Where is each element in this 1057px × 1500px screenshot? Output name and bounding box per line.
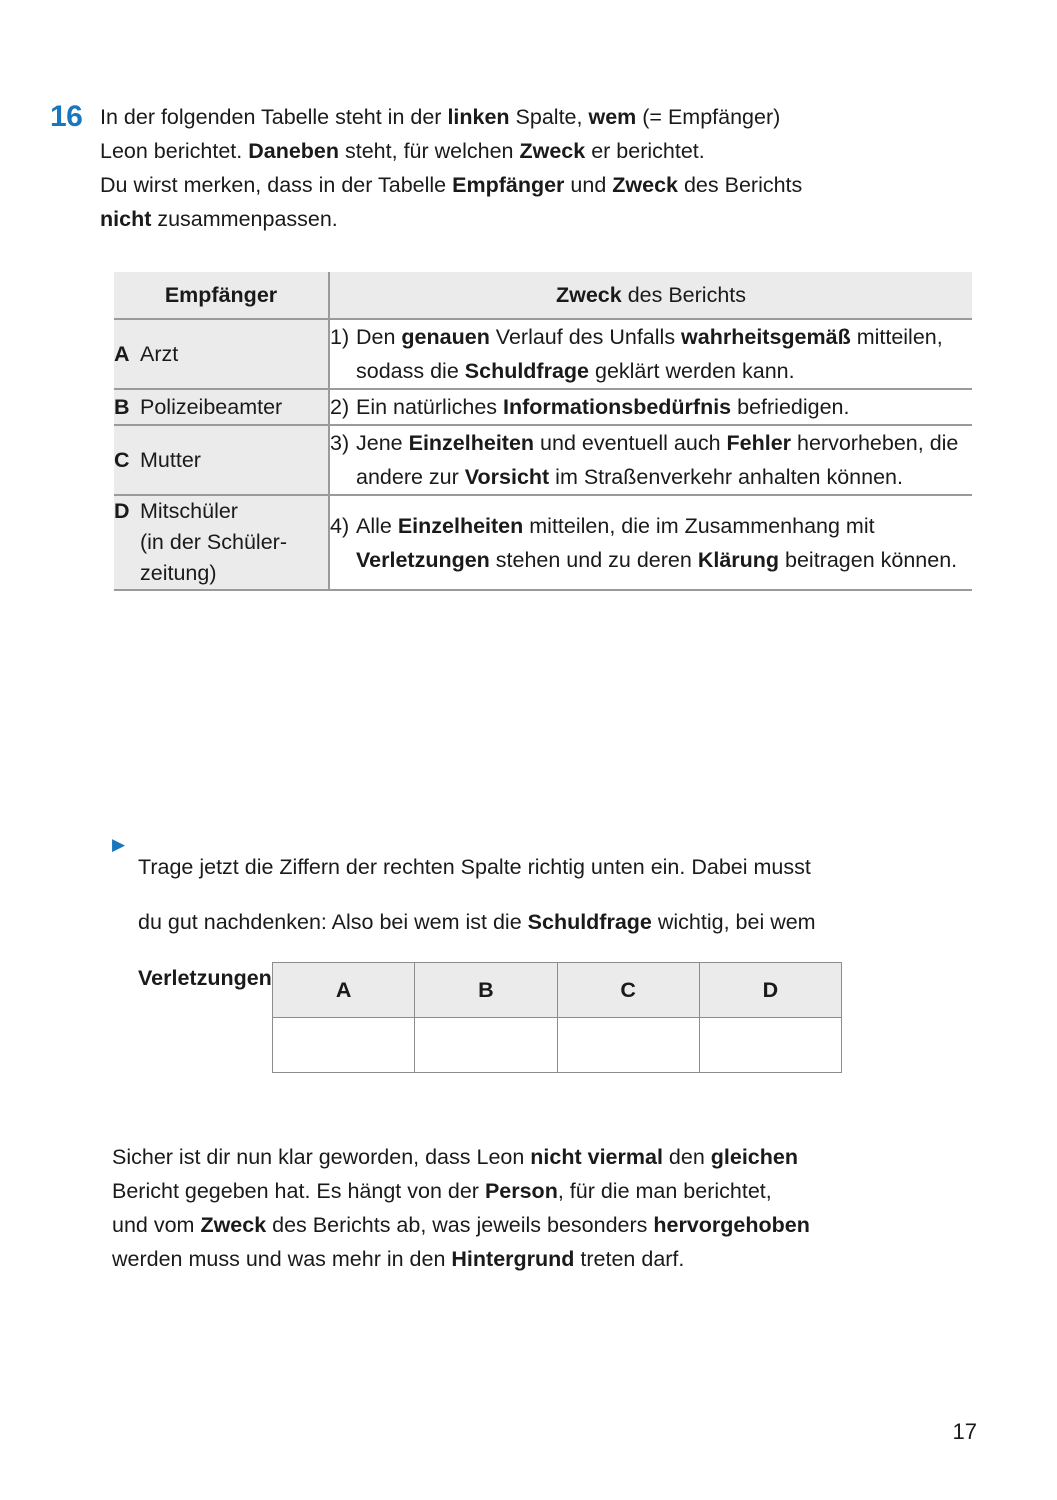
answer-header-b: B	[415, 963, 557, 1018]
closing-line: Sicher ist dir nun klar geworden, dass Leon nicht viermal den gleichen	[112, 1145, 798, 1169]
recipient-letter: D	[114, 499, 130, 523]
answer-input-a[interactable]	[273, 1018, 415, 1073]
recipient-name: Arzt	[140, 341, 179, 366]
purpose-number: 1)	[330, 325, 350, 349]
purpose-text: Alle Einzelheiten mitteilen, die im Zusammenhang mit Verletzungen stehen und zu deren Klärung beitragen können.	[356, 513, 958, 572]
answer-header-row	[273, 963, 842, 1018]
answer-input-c[interactable]	[557, 1018, 699, 1073]
answer-header-d: D	[699, 963, 841, 1018]
table-body	[114, 319, 972, 590]
answer-table-body	[273, 1018, 842, 1073]
purpose-inner	[330, 320, 972, 388]
recipient-letter: B	[114, 394, 130, 419]
recipient-main-line	[114, 392, 328, 423]
answer-input-row[interactable]	[273, 1018, 842, 1073]
instruction-line: du gut nachdenken: Also bei wem ist die Schuldfrage wichtig, bei wem	[138, 910, 816, 934]
recipient-cell	[114, 495, 329, 590]
table-row	[114, 425, 972, 495]
intro-line: Leon berichtet. Daneben steht, für welchen Zweck er berichtet.	[100, 139, 705, 163]
closing-paragraph	[112, 1140, 992, 1276]
exercise-intro-text	[100, 100, 1010, 236]
purpose-inner	[330, 390, 972, 424]
purpose-text: Ein natürliches Informationsbedürfnis befriedigen.	[356, 395, 850, 419]
recipient-name: Polizeibeamter	[140, 394, 283, 419]
recipient-main-line	[114, 496, 328, 527]
exercise-intro-block	[50, 100, 1010, 236]
recipient-purpose-table	[114, 272, 972, 591]
intro-line: In der folgenden Tabelle steht in der linken Spalte, wem (= Empfänger)	[100, 105, 781, 129]
header-empfaenger: Empfänger	[114, 272, 329, 319]
recipient-letter: A	[114, 341, 130, 366]
purpose-number: 2)	[330, 395, 350, 419]
recipient-name: Mutter	[140, 447, 201, 472]
instruction-line: Verletzungen	[138, 965, 272, 990]
purpose-text: Den genauen Verlauf des Unfalls wahrheitsgemäß mitteilen, sodass die Schuldfrage geklärt werden kann.	[356, 325, 943, 383]
purpose-number: 4)	[330, 513, 350, 538]
answer-entry-table[interactable]	[272, 962, 842, 1073]
table-row	[114, 389, 972, 425]
table-header-row	[114, 272, 972, 319]
answer-input-b[interactable]	[415, 1018, 557, 1073]
answer-table-head	[273, 963, 842, 1018]
table-row	[114, 495, 972, 590]
intro-line: Du wirst merken, dass in der Tabelle Empfänger und Zweck des Berichts	[100, 173, 803, 197]
purpose-cell	[329, 495, 972, 590]
purpose-cell	[329, 425, 972, 495]
closing-line: und vom Zweck des Berichts ab, was jeweils besonders hervorgehoben	[112, 1213, 810, 1237]
recipient-main-line	[114, 445, 328, 476]
recipient-main-line	[114, 339, 328, 370]
purpose-cell	[329, 319, 972, 389]
purpose-number: 3)	[330, 431, 350, 455]
recipient-cell	[114, 389, 329, 425]
exercise-number: 16	[50, 100, 83, 133]
closing-line: Bericht gegeben hat. Es hängt von der Person, für die man berichtet,	[112, 1179, 772, 1203]
purpose-text: Jene Einzelheiten und eventuell auch Fehler hervorheben, die andere zur Vorsicht im Straßenverkehr anhalten können.	[356, 431, 959, 489]
triangle-right-icon: ▶	[112, 835, 126, 854]
table-head	[114, 272, 972, 319]
instruction-line: Trage jetzt die Ziffern der rechten Spalte richtig unten ein. Dabei musst	[138, 854, 811, 879]
table-row	[114, 319, 972, 389]
header-zweck: Zweck des Berichts	[329, 272, 972, 319]
answer-header-c: C	[557, 963, 699, 1018]
recipient-name: Mitschüler	[140, 499, 238, 523]
closing-line: werden muss und was mehr in den Hintergrund treten darf.	[112, 1247, 685, 1271]
answer-input-d[interactable]	[699, 1018, 841, 1073]
purpose-inner	[330, 509, 972, 577]
answer-header-a: A	[273, 963, 415, 1018]
recipient-cell	[114, 425, 329, 495]
recipient-extra-line: zeitung)	[140, 561, 217, 585]
page-number: 17	[952, 1419, 977, 1444]
recipient-extra-line: (in der Schüler-	[140, 530, 287, 554]
purpose-cell	[329, 389, 972, 425]
recipient-letter: C	[114, 447, 130, 472]
purpose-inner	[330, 426, 972, 494]
recipient-cell	[114, 319, 329, 389]
intro-line: nicht zusammenpassen.	[100, 207, 338, 231]
